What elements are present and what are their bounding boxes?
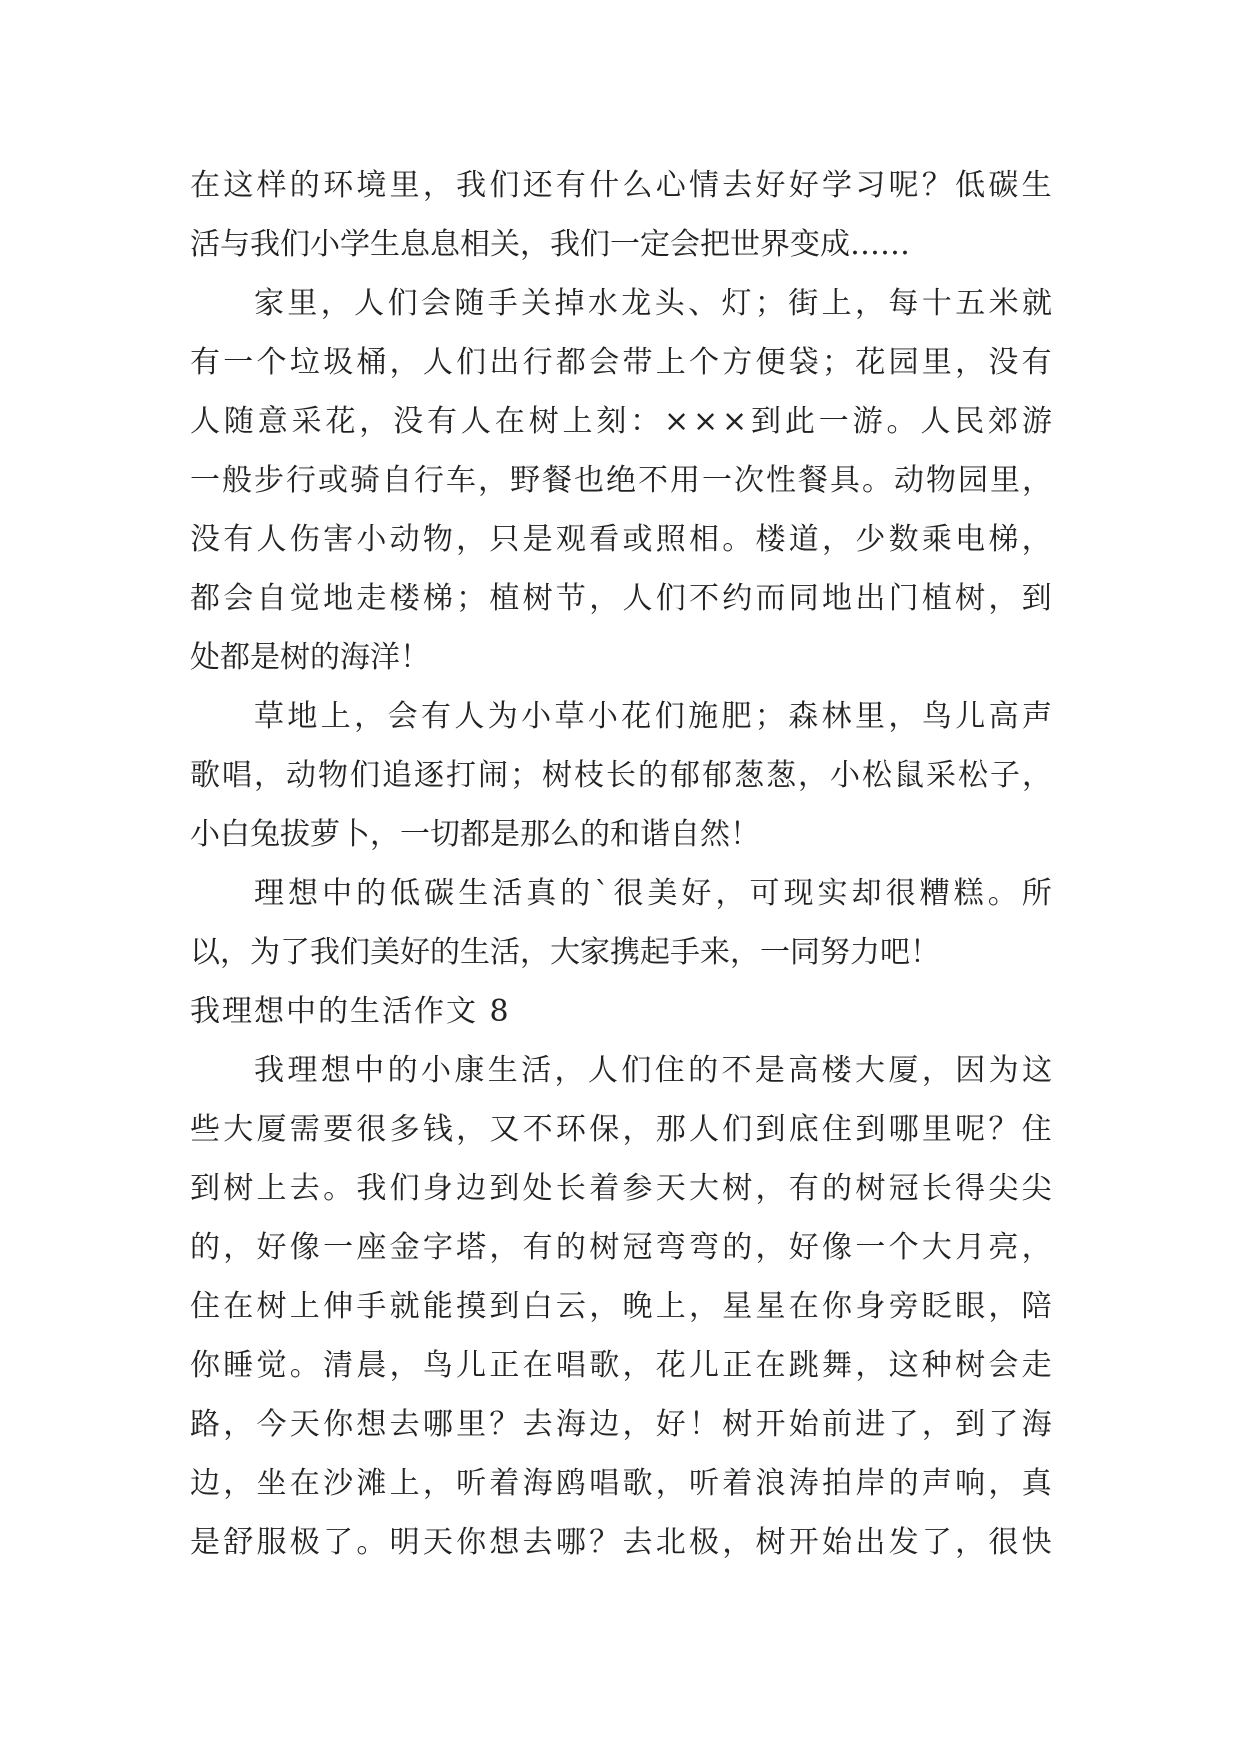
text-line: 一 般 步 行 或 骑 自 行 车 ， 野 餐 也 绝 不 用 一 次 性 餐 具 。 动 物 园 里 ， <box>190 463 1052 498</box>
text-line: 没 有 人 伤 害 小 动 物 ， 只 是 观 看 或 照 相 。 楼 道 ， 少 数 乘 电 梯 ， <box>190 522 1052 557</box>
text-line: 家 里 ， 人 们 会 随 手 关 掉 水 龙 头 、 灯 ； 街 上 ， 每 十 五 米 就 <box>254 286 1052 321</box>
text-line: 在 这 样 的 环 境 里 ， 我 们 还 有 什 么 心 情 去 好 好 学 习 呢 ？ 低 碳 生 <box>190 168 1052 203</box>
text-line: 些 大 厦 需 要 很 多 钱 ， 又 不 环 保 ， 那 人 们 到 底 住 到 哪 里 呢 ？ 住 <box>190 1112 1052 1147</box>
essay-body <box>190 156 1052 1572</box>
text-line: 边 ， 坐 在 沙 滩 上 ， 听 着 海 鸥 唱 歌 ， 听 着 浪 涛 拍 岸 的 声 响 ， 真 <box>190 1466 1052 1501</box>
text-line: 路 ， 今 天 你 想 去 哪 里 ？ 去 海 边 ， 好 ！ 树 开 始 前 进 了 ， 到 了 海 <box>190 1407 1052 1442</box>
text-line: 有 一 个 垃 圾 桶 ， 人 们 出 行 都 会 带 上 个 方 便 袋 ； 花 园 里 ， 没 有 <box>190 345 1052 380</box>
text-line: 到 树 上 去 。 我 们 身 边 到 处 长 着 参 天 大 树 ， 有 的 树 冠 长 得 尖 尖 <box>190 1171 1052 1206</box>
text-line: 人 随 意 采 花 ， 没 有 人 在 树 上 刻 ： × × × 到 此 一 游 。 人 民 郊 游 <box>190 404 1052 439</box>
text-line: 你 睡 觉 。 清 晨 ， 鸟 儿 正 在 唱 歌 ， 花 儿 正 在 跳 舞 ， 这 种 树 会 走 <box>190 1348 1052 1383</box>
text-line: 住 在 树 上 伸 手 就 能 摸 到 白 云 ， 晚 上 ， 星 星 在 你 身 旁 眨 眼 ， 陪 <box>190 1289 1052 1324</box>
text-line: 是 舒 服 极 了 。 明 天 你 想 去 哪 ？ 去 北 极 ， 树 开 始 出 发 了 ， 很 快 <box>190 1525 1052 1560</box>
text-line: 的 ， 好 像 一 座 金 字 塔 ， 有 的 树 冠 弯 弯 的 ， 好 像 一 个 大 月 亮 ， <box>190 1230 1052 1265</box>
text-line: 活与我们小学生息息相关，我们一定会把世界变成…… <box>190 227 910 262</box>
text-line: 草 地 上 ， 会 有 人 为 小 草 小 花 们 施 肥 ； 森 林 里 ， 鸟 儿 高 声 <box>254 699 1052 734</box>
text-line: 歌 唱 ， 动 物 们 追 逐 打 闹 ； 树 枝 长 的 郁 郁 葱 葱 ， 小 松 鼠 采 松 子 ， <box>190 758 1052 793</box>
text-line: 以，为了我们美好的生活，大家携起手来，一同努力吧！ <box>190 935 940 970</box>
text-line: 都 会 自 觉 地 走 楼 梯 ； 植 树 节 ， 人 们 不 约 而 同 地 出 门 植 树 ， 到 <box>190 581 1052 616</box>
text-line: 理 想 中 的 低 碳 生 活 真 的 ` 很 美 好 ， 可 现 实 却 很 糟 糕 。 所 <box>254 876 1052 911</box>
text-line: 我 理 想 中 的 小 康 生 活 ， 人 们 住 的 不 是 高 楼 大 厦 ， 因 为 这 <box>254 1053 1052 1088</box>
text-line: 处都是树的海洋！ <box>190 640 430 675</box>
text-line: 小白兔拔萝卜，一切都是那么的和谐自然！ <box>190 817 760 852</box>
section-heading: 我理想中的生活作文 8 <box>190 994 511 1029</box>
